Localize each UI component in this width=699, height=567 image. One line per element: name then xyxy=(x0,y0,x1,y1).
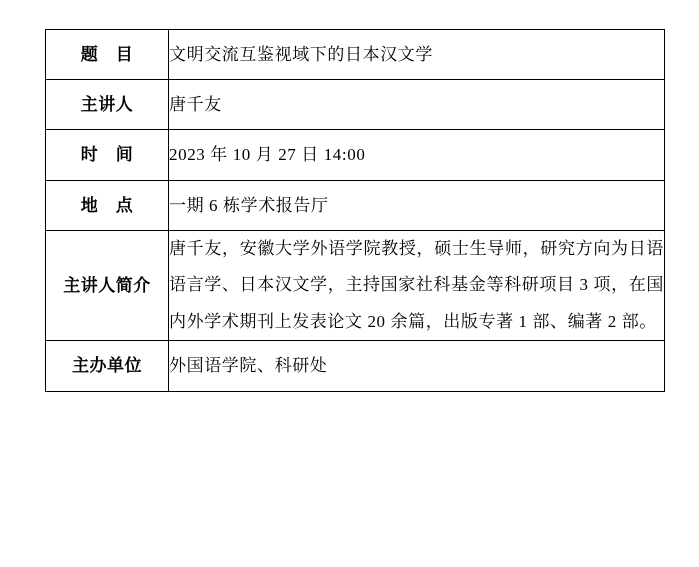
row-label-speaker: 主讲人 xyxy=(46,80,169,130)
table-row xyxy=(46,30,665,80)
row-label-place: 地 点 xyxy=(46,180,169,230)
row-label-bio: 主讲人简介 xyxy=(46,230,169,341)
row-value-organizer: 外国语学院、科研处 xyxy=(169,341,665,391)
row-value-place: 一期 6 栋学术报告厅 xyxy=(169,180,665,230)
row-value-time: 2023 年 10 月 27 日 14:00 xyxy=(169,130,665,180)
table-row xyxy=(46,180,665,230)
table-row xyxy=(46,341,665,391)
row-value-speaker: 唐千友 xyxy=(169,80,665,130)
row-label-time: 时 间 xyxy=(46,130,169,180)
row-value-title: 文明交流互鉴视域下的日本汉文学 xyxy=(169,30,665,80)
table-row xyxy=(46,130,665,180)
table-body xyxy=(46,30,665,392)
table-row xyxy=(46,80,665,130)
row-label-title: 题 目 xyxy=(46,30,169,80)
seminar-info-table xyxy=(45,29,665,392)
table-row xyxy=(46,230,665,341)
row-label-organizer: 主办单位 xyxy=(46,341,169,391)
row-value-bio: 唐千友，安徽大学外语学院教授，硕士生导师，研究方向为日语语言学、日本汉文学，主持国家社科基金等科研项目 3 项，在国内外学术期刊上发表论文 20 余篇，出版专著 1 部、编著 2 部。 xyxy=(169,230,665,341)
